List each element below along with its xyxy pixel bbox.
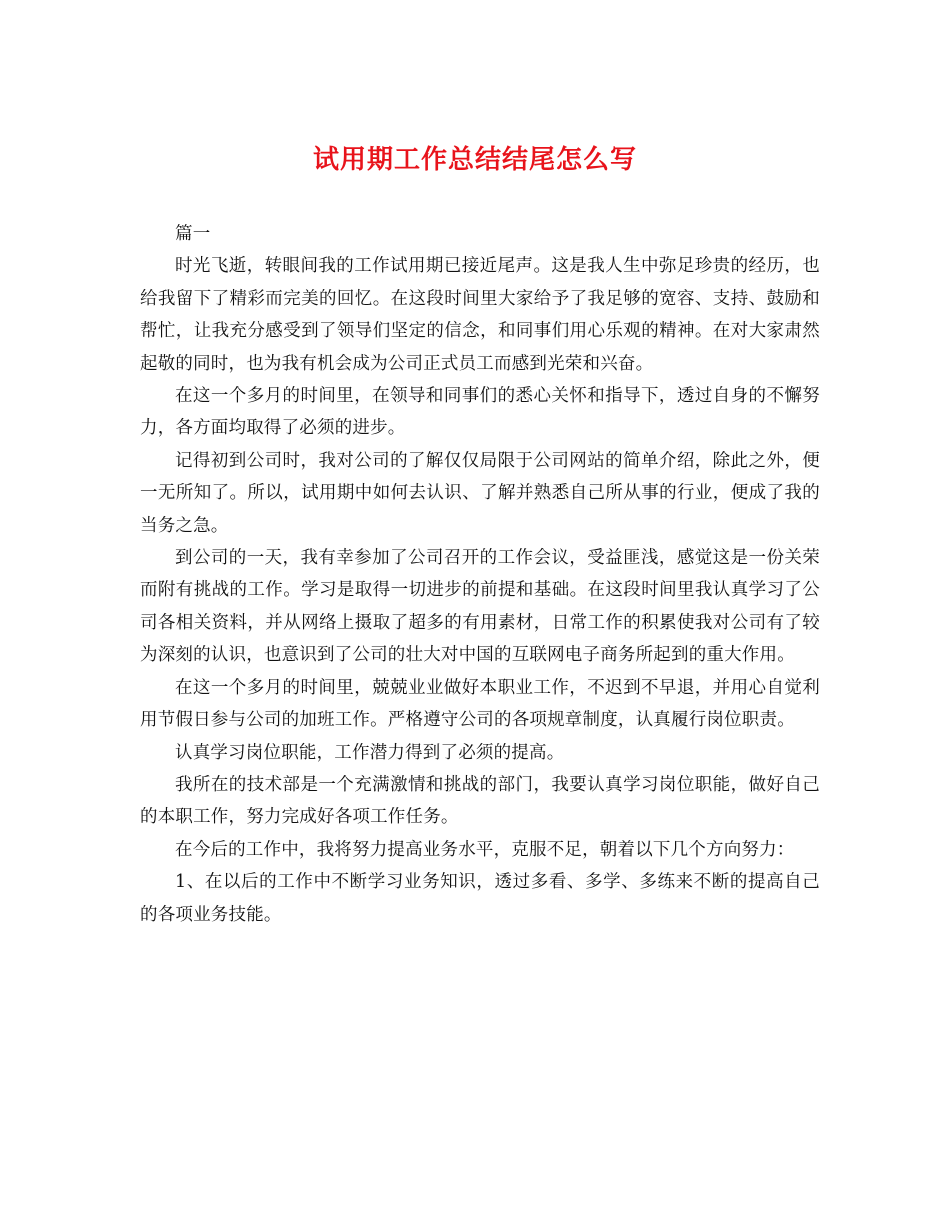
paragraph: 我所在的技术部是一个充满激情和挑战的部门，我要认真学习岗位职能，做好自己的本职工作，努力完成好各项工作任务。 (140, 774, 820, 828)
document-body (140, 218, 820, 931)
paragraph: 时光飞逝，转眼间我的工作试用期已接近尾声。这是我人生中弥足珍贵的经历，也给我留下了精彩而完美的回忆。在这段时间里大家给予了我足够的宽容、支持、鼓励和帮忙，让我充分感受到了领导们坚定的信念，和同事们用心乐观的精神。在对大家肃然起敬的同时，也为我有机会成为公司正式员工而感到光荣和兴奋。 (140, 256, 820, 374)
paragraph: 在这一个多月的时间里，在领导和同事们的悉心关怀和指导下，透过自身的不懈努力，各方面均取得了必须的进步。 (140, 386, 820, 439)
paragraph: 记得初到公司时，我对公司的了解仅仅局限于公司网站的简单介绍，除此之外，便一无所知了。所以，试用期中如何去认识、了解并熟悉自己所从事的行业，便成了我的当务之急。 (140, 450, 820, 536)
paragraph-list-item: 1、在以后的工作中不断学习业务知识，透过多看、多学、多练来不断的提高自己的各项业务技能。 (140, 872, 820, 925)
paragraph: 到公司的一天，我有幸参加了公司召开的工作会议，受益匪浅，感觉这是一份关荣而附有挑战的工作。学习是取得一切进步的前提和基础。在这段时间里我认真学习了公司各相关资料，并从网络上摄取了超多的有用素材，日常工作的积累使我对公司有了较为深刻的认识，也意识到了公司的壮大对中国的互联网电子商务所起到的重大作用。 (140, 548, 820, 666)
document-title: 试用期工作总结结尾怎么写 (312, 145, 637, 175)
paragraph: 认真学习岗位职能，工作潜力得到了必须的提高。 (175, 742, 565, 763)
paragraph-section-label: 篇一 (175, 224, 211, 244)
paragraph: 在这一个多月的时间里，兢兢业业做好本职业工作，不迟到不早退，并用心自觉利用节假日参与公司的加班工作。严格遵守公司的各项规章制度，认真履行岗位职责。 (140, 677, 820, 731)
paragraph: 在今后的工作中，我将努力提高业务水平，克服不足，朝着以下几个方向努力： (175, 839, 795, 860)
